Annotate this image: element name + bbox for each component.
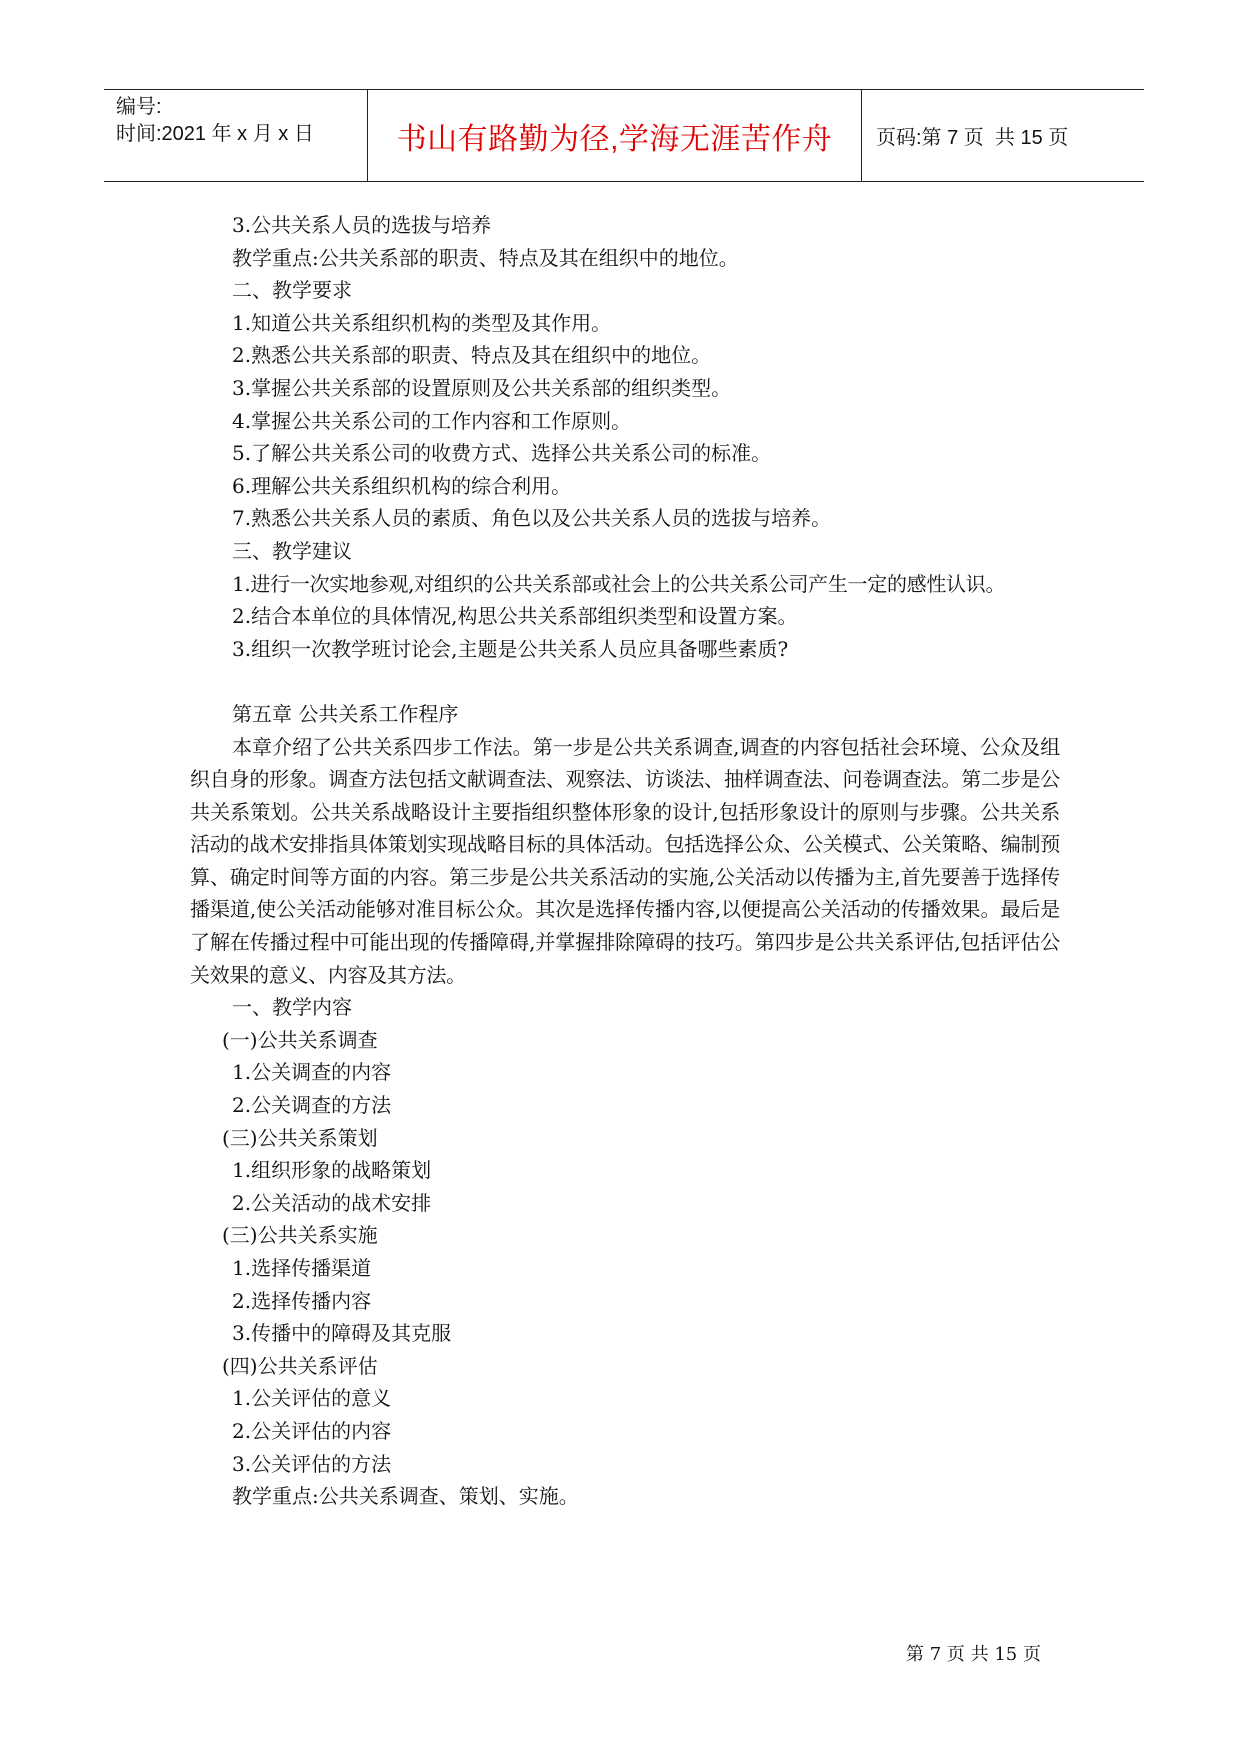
list-item: 7.熟悉公共关系人员的素质、角色以及公共关系人员的选拔与培养。 <box>232 506 832 531</box>
header-page-label: 页码:第 7 页 共 15 页 <box>876 127 1069 149</box>
list-item: 3.公关评估的方法 <box>232 1451 392 1476</box>
list-item: 2.公关活动的战术安排 <box>232 1190 432 1215</box>
subsection-heading: (三)公共关系策划 <box>222 1125 378 1150</box>
list-item: 6.理解公共关系组织机构的综合利用。 <box>232 473 572 498</box>
list-item: 2.选择传播内容 <box>232 1288 372 1313</box>
header-left-cell <box>104 90 368 181</box>
list-item: 1.组织形象的战略策划 <box>232 1158 432 1183</box>
section-heading: 二、教学要求 <box>232 278 352 303</box>
list-item: 3.组织一次教学班讨论会,主题是公共关系人员应具备哪些素质? <box>232 636 789 661</box>
list-item: 5.了解公共关系公司的收费方式、选择公共关系公司的标准。 <box>232 441 772 466</box>
page-footer: 第 7 页 共 15 页 <box>906 1644 1041 1665</box>
key-point-line: 教学重点:公共关系调查、策划、实施。 <box>232 1484 579 1509</box>
subsection-heading: (三)公共关系实施 <box>222 1223 378 1248</box>
list-item: 2.公关调查的方法 <box>232 1093 392 1118</box>
key-point-line: 教学重点:公共关系部的职责、特点及其在组织中的地位。 <box>232 245 739 270</box>
list-item: 4.掌握公共关系公司的工作内容和工作原则。 <box>232 408 632 433</box>
document-body <box>190 209 1060 1513</box>
list-item: 2.结合本单位的具体情况,构思公共关系部组织类型和设置方案。 <box>232 604 798 629</box>
document-number-label: 编号: <box>116 96 162 118</box>
section-heading: 三、教学建议 <box>232 538 352 563</box>
list-item: 3.公共关系人员的选拔与培养 <box>232 213 492 237</box>
document-header <box>104 89 1144 182</box>
subsection-heading: (四)公共关系评估 <box>222 1353 378 1378</box>
list-item: 2.熟悉公共关系部的职责、特点及其在组织中的地位。 <box>232 343 712 368</box>
list-item: 2.公关评估的内容 <box>232 1418 392 1443</box>
section-heading: 一、教学内容 <box>232 995 352 1020</box>
header-motto-cell <box>368 90 862 181</box>
header-motto: 书山有路勤为径,学海无涯苦作舟 <box>396 122 833 156</box>
blank-line <box>190 665 1060 698</box>
list-item: 1.知道公共关系组织机构的类型及其作用。 <box>232 310 612 335</box>
list-item: 1.公关调查的内容 <box>232 1060 392 1085</box>
chapter-title: 第五章 公共关系工作程序 <box>232 701 459 726</box>
subsection-heading: (一)公共关系调查 <box>222 1027 378 1052</box>
list-item: 1.公关评估的意义 <box>232 1386 392 1411</box>
chapter-summary-paragraph: 本章介绍了公共关系四步工作法。第一步是公共关系调查,调查的内容包括社会环境、公众及组织自身的形象。调查方法包括文献调查法、观察法、访谈法、抽样调查法、问卷调查法。第二步是公共关系策划。公共关系战略设计主要指组织整体形象的设计,包括形象设计的原则与步骤。公共关系活动的战术安排指具体策划实现战略目标的具体活动。包括选择公众、公关模式、公关策略、编制预算、确定时间等方面的内容。第三步是公共关系活动的实施,公关活动以传播为主,首先要善于选择传播渠道,使公关活动能够对准目标公众。其次是选择传播内容,以便提高公关活动的传播效果。最后是了解在传播过程中可能出现的传播障碍,并掌握排除障碍的技巧。第四步是公共关系评估,包括评估公关效果的意义、内容及其方法。 <box>190 734 1060 987</box>
list-item: 3.传播中的障碍及其克服 <box>232 1321 452 1346</box>
header-page-cell <box>862 90 1144 181</box>
document-time-label: 时间:2021 年 x 月 x 日 <box>116 123 314 145</box>
list-item: 1.进行一次实地参观,对组织的公共关系部或社会上的公共关系公司产生一定的感性认识。 <box>232 571 1006 596</box>
list-item: 1.选择传播渠道 <box>232 1256 372 1280</box>
list-item: 3.掌握公共关系部的设置原则及公共关系部的组织类型。 <box>232 375 732 400</box>
